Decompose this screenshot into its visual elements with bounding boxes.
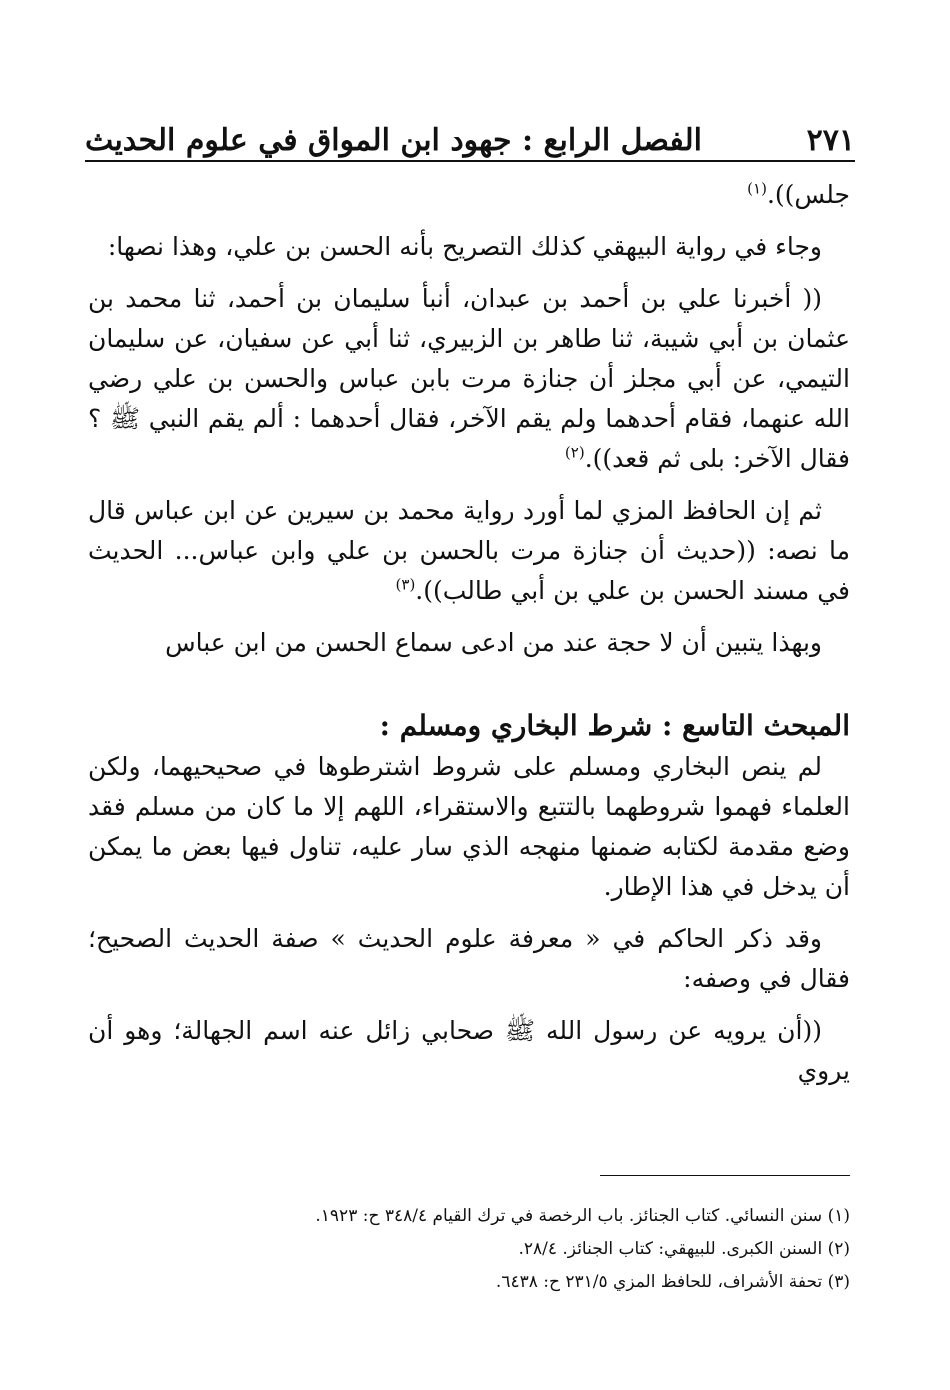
footnote-1: (١) سنن النسائي. كتاب الجنائز. باب الرخصة في ترك القيام ٣٤٨/٤ ح: ١٩٢٣. [315, 1206, 850, 1226]
paragraph-conditions [88, 747, 850, 907]
footnote-ref-2: (٢) [564, 443, 585, 462]
footnote-ref-3: (٣) [395, 575, 416, 594]
paragraph-mizzi [88, 491, 850, 611]
paragraph-continuation [88, 175, 850, 215]
paragraph-text: ((أن يرويه عن رسول الله ﷺ صحابي زائل عنه اسم الجهالة؛ وهو أن يروي [88, 1016, 850, 1085]
body-text [88, 175, 850, 1103]
paragraph-text: وقد ذكر الحاكم في « معرفة علوم الحديث » صفة الحديث الصحيح؛ فقال في وصفه: [88, 924, 850, 993]
footnotes [88, 1200, 850, 1299]
page-header [85, 108, 855, 158]
section-heading: المبحث التاسع : شرط البخاري ومسلم : [379, 709, 850, 742]
paragraph-hakim-quote [88, 1011, 850, 1091]
paragraph-text: جلس)). [766, 180, 850, 209]
paragraph-text: لم ينص البخاري ومسلم على شروط اشترطوها في صحيحيهما، ولكن العلماء فهموا شروطهما بالتتبع والاستقراء، اللهم إلا ما كان من مسلم فقد وضع مقدمة لكتابه ضمنها منهجه الذي سار عليه، تناول فيها بعض ما يمكن أن يدخل في هذا الإطار. [88, 752, 850, 901]
paragraph-text: ثم إن الحافظ المزي لما أورد رواية محمد بن سيرين عن ابن عباس قال ما نصه: ((حديث أن جنازة مرت بالحسن بن علي وابن عباس... الحديث في مسند الحسن بن علي بن أبي طالب)). [88, 496, 850, 605]
footnote-rule [600, 1175, 850, 1176]
paragraph-text: (( أخبرنا علي بن أحمد بن عبدان، أنبأ سليمان بن أحمد، ثنا محمد بن عثمان بن أبي شيبة، ثنا طاهر بن الزبيري، ثنا أبي عن سفيان، عن سليمان التيمي، عن أبي مجلز أن جنازة مرت بابن عباس والحسن بن علي رضي الله عنهما، فقام أحدهما ولم يقم الآخر، فقال أحدهما : ألم يقم النبي ﷺ ؟ فقال الآخر: بلى ثم قعد)). [88, 284, 850, 473]
footnote-ref-1: (١) [747, 179, 767, 198]
footnote-3: (٣) تحفة الأشراف، للحافظ المزي ٢٣١/٥ ح: ٦٤٣٨. [495, 1272, 850, 1292]
running-title: الفصل الرابع : جهود ابن المواق في علوم الحديث [85, 123, 703, 158]
paragraph-conclusion [88, 623, 850, 663]
paragraph-hakim [88, 919, 850, 999]
header-rule [85, 160, 855, 162]
paragraph-text: وبهذا يتبين أن لا حجة عند من ادعى سماع الحسن من ابن عباس [165, 628, 822, 657]
paragraph-text: وجاء في رواية البيهقي كذلك التصريح بأنه الحسن بن علي، وهذا نصها: [107, 232, 822, 261]
paragraph-bayhaqi-intro [88, 227, 850, 267]
paragraph-bayhaqi-quote [88, 279, 850, 479]
page-number: ٢٧١ [806, 123, 855, 158]
footnote-2: (٢) السنن الكبرى. للبيهقي: كتاب الجنائز. ٢٨/٤. [518, 1239, 850, 1259]
